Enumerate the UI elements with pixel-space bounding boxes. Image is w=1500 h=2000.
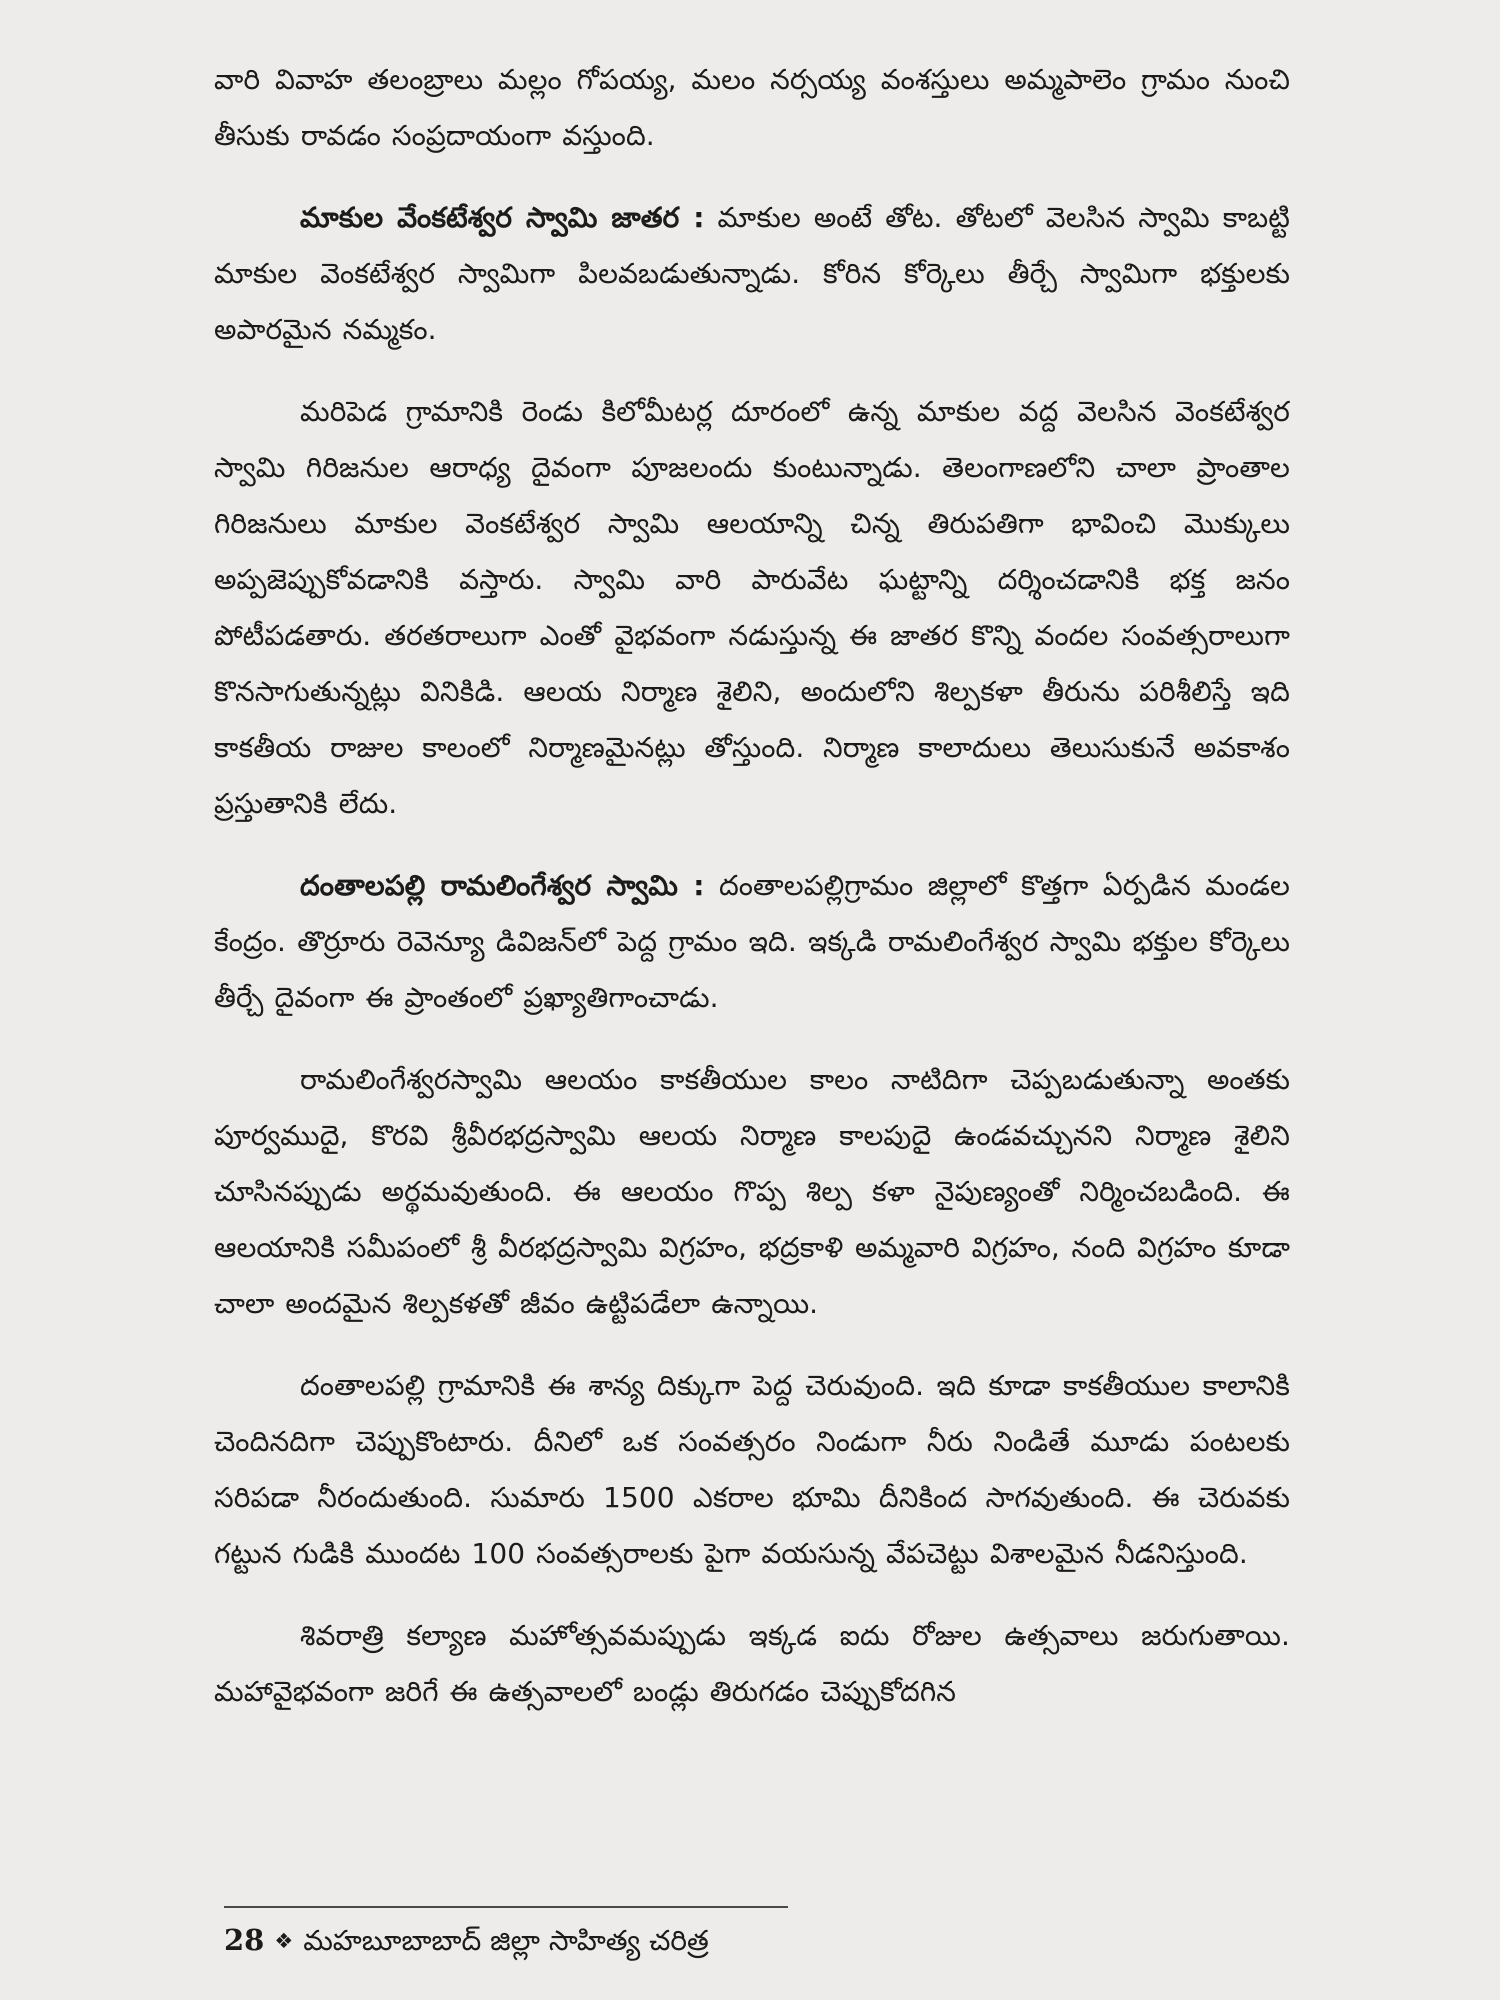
- paragraph-maripeda: [214, 384, 1290, 832]
- diamond-separator-icon: ❖: [274, 1929, 294, 1953]
- page-footer: [224, 1920, 709, 1961]
- paragraph-shivaratri: [214, 1608, 1290, 1720]
- paragraph-text: రామలింగేశ్వరస్వామి ఆలయం కాకతీయుల కాలం నాటిదిగా చెప్పబడుతున్నా అంతకు పూర్వముదై, కొరవి శ్రీవీరభద్రస్వామి ఆలయ నిర్మాణ కాలపుదై ఉండవచ్చునని నిర్మాణ శైలిని చూసినప్పుడు అర్థమవుతుంది. ఈ ఆలయం గొప్ప శిల్ప కళా నైపుణ్యంతో నిర్మించబడింది. ఈ ఆలయానికి సమీపంలో శ్రీ వీరభద్రస్వామి విగ్రహం, భద్రకాళి అమ్మవారి విగ్రహం, నంది విగ్రహం కూడా చాలా అందమైన శిల్పకళతో జీవం ఉట్టిపడేలా ఉన్నాయి.: [214, 1063, 1290, 1320]
- paragraph-text: మరిపెడ గ్రామానికి రెండు కిలోమీటర్ల దూరంలో ఉన్న మాకుల వద్ద వెలసిన వెంకటేశ్వర స్వామి గిరిజనుల ఆరాధ్య దైవంగా పూజలందు కుంటున్నాడు. తెలంగాణలోని చాలా ప్రాంతాల గిరిజనులు మాకుల వెంకటేశ్వర స్వామి ఆలయాన్ని చిన్న తిరుపతిగా భావించి మొక్కులు అప్పజెప్పుకోవడానికి వస్తారు. స్వామి వారి పారువేట ఘట్టాన్ని దర్శించడానికి భక్త జనం పోటీపడతారు. తరతరాలుగా ఎంతో వైభవంగా నడుస్తున్న ఈ జాతర కొన్ని వందల సంవత్సరాలుగా కొనసాగుతున్నట్లు వినికిడి. ఆలయ నిర్మాణ శైలిని, అందులోని శిల్పకళా తీరును పరిశీలిస్తే ఇది కాకతీయ రాజుల కాలంలో నిర్మాణమైనట్లు తోస్తుంది. నిర్మాణ కాలాదులు తెలుసుకునే అవకాశం ప్రస్తుతానికి లేదు.: [214, 395, 1290, 820]
- page-number: 28: [224, 1923, 265, 1957]
- paragraph-text: వారి వివాహ తలంబ్రాలు మల్లం గోపయ్య, మలం నర్సయ్య వంశస్తులు అమ్మపాలెం గ్రామం నుంచి తీసుకు రావడం సంప్రదాయంగా వస్తుంది.: [214, 63, 1290, 152]
- paragraph-continuation: [214, 52, 1290, 164]
- paragraph-text: శివరాత్రి కల్యాణ మహోత్సవమప్పుడు ఇక్కడ ఐదు రోజుల ఉత్సవాలు జరుగుతాయి. మహావైభవంగా జరిగే ఈ ఉత్సవాలలో బండ్లు తిరుగడం చెప్పుకోదగిన: [214, 1619, 1290, 1708]
- paragraph-tank: [214, 1358, 1290, 1582]
- paragraph-ramalingeswara-temple: [214, 1052, 1290, 1332]
- book-title: మహబూబాబాద్ జిల్లా సాహిత్య చరిత్ర: [303, 1924, 709, 1957]
- footer-divider: [224, 1906, 788, 1908]
- paragraph-text: దంతాలపల్లి గ్రామానికి ఈ శాన్య దిక్కుగా పెద్ద చెరువుంది. ఇది కూడా కాకతీయుల కాలానికి చెందినదిగా చెప్పుకొంటారు. దీనిలో ఒక సంవత్సరం నిండుగా నీరు నిండితే మూడు పంటలకు సరిపడా నీరందుతుంది. సుమారు 1500 ఎకరాల భూమి దీనికింద సాగవుతుంది. ఈ చెరువకు గట్టున గుడికి ముందట 100 సంవత్సరాలకు పైగా వయసున్న వేపచెట్టు విశాలమైన నీడనిస్తుంది.: [214, 1369, 1290, 1570]
- section-heading: దంతాలపల్లి రామలింగేశ్వర స్వామి :: [300, 869, 705, 902]
- paragraph-makula-venkateswara: [214, 190, 1290, 358]
- section-heading: మాకుల వేంకటేశ్వర స్వామి జాతర :: [300, 201, 705, 234]
- paragraph-text: దంతాలపల్లిగ్రామం జిల్లాలో కొత్తగా ఏర్పడిన మండల కేంద్రం. తొర్రూరు రెవెన్యూ డివిజన్‌లో పెద్ద గ్రామం ఇది. ఇక్కడి రామలింగేశ్వర స్వామి భక్తుల కోర్కెలు తీర్చే దైవంగా ఈ ప్రాంతంలో ప్రఖ్యాతిగాంచాడు.: [214, 869, 1291, 1014]
- paragraph-text: మాకుల అంటే తోట. తోటలో వెలసిన స్వామి కాబట్టి మాకుల వెంకటేశ్వర స్వామిగా పిలవబడుతున్నాడు. కోరిన కోర్కెలు తీర్చే స్వామిగా భక్తులకు అపారమైన నమ్మకం.: [214, 201, 1290, 346]
- paragraph-dantalapalli: [214, 858, 1290, 1026]
